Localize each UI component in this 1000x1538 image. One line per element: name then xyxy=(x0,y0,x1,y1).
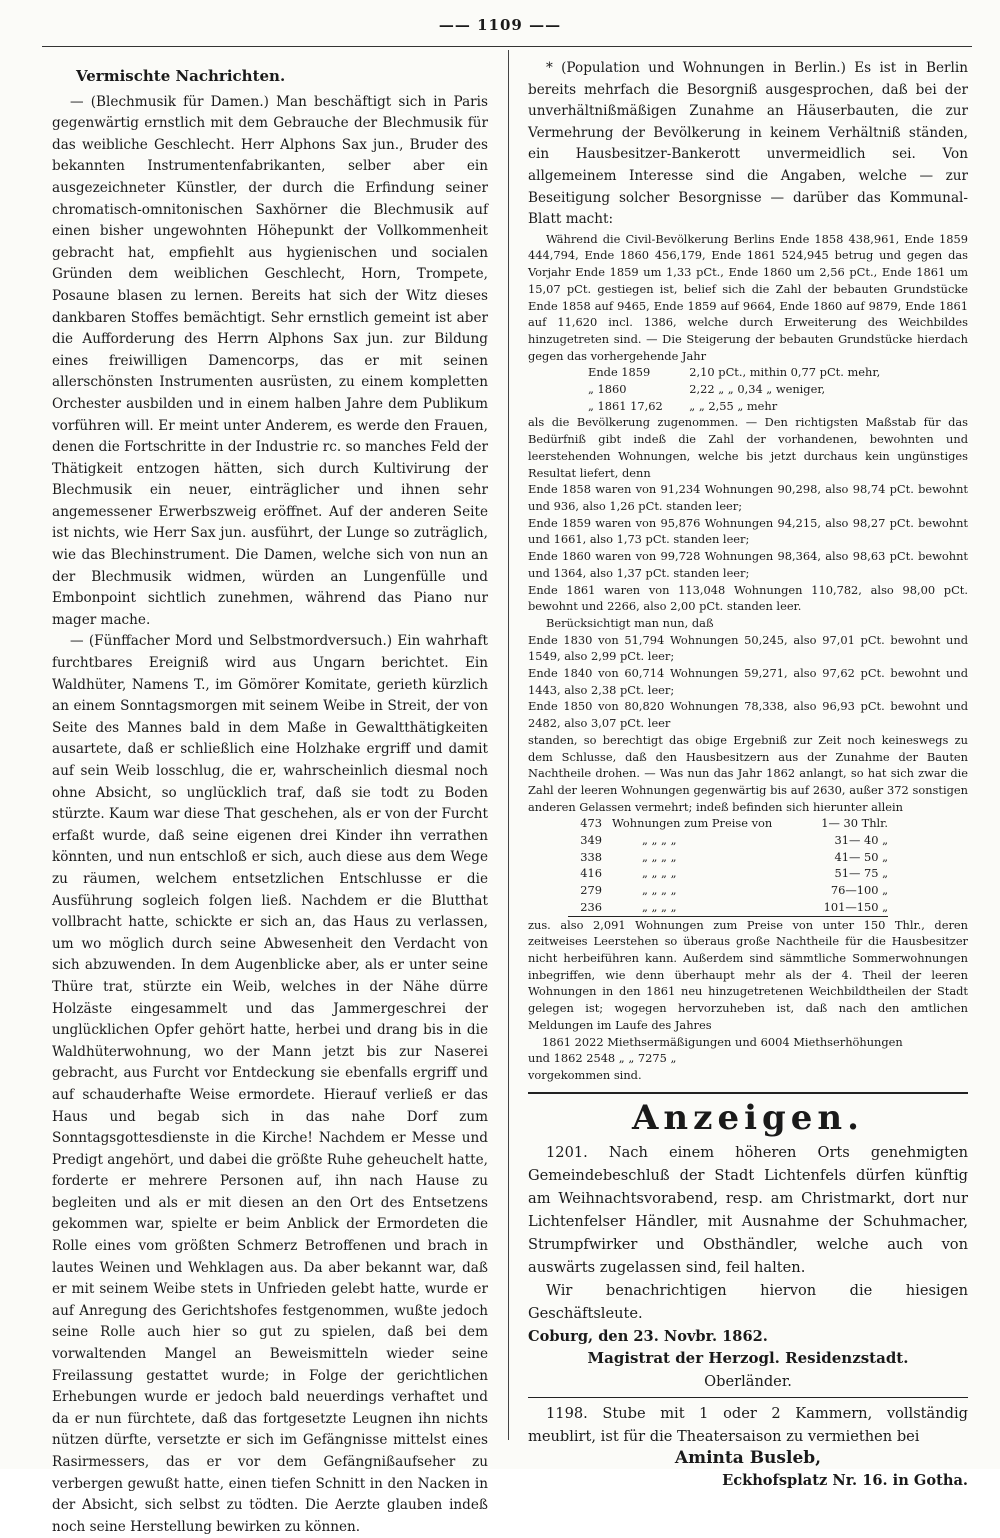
considered-text: Berücksichtigt man nun, daß xyxy=(546,615,714,630)
berlin-population-text: Während die Civil-Bevölkerung Berlins Ende 1858 438,961, Ende 1859 444,794, Ende 1860 456,179, Ende 1861 524,945 betrug und gegen das Vorjahr Ende 1859 um 1,33 pCt., Ende 1860 um 2,56 pCt., Ende 1861 um 15,07 pCt. gestiegen ist, belief sich die Zahl der bebauten Grundstücke Ende 1858 auf 9465, Ende 1859 auf 9664, Ende 1860 auf 9879, Ende 1861 auf 11,620 incl. 1386, welche durch Erweiterung des Weichbildes hinzugetreten sind. — Die Steigerung der bebauten Grundstücke hierdach gegen das vorhergehende Jahr xyxy=(528,231,968,363)
apartments-1861: Ende 1861 waren von 113,048 Wohnungen 110,782, also 98,00 pCt. bewohnt und 2266, also 2,00 pCt. standen leer. xyxy=(528,582,968,614)
ad-1201-notice: Wir benachrichtigen hiervon die hiesigen Geschäftsleute. xyxy=(528,1282,968,1323)
apartments-1858: Ende 1858 waren von 91,234 Wohnungen 90,298, also 98,74 pCt. bewohnt und 936, also 1,26 pCt. standen leer; xyxy=(528,482,968,513)
ad-1201-name: Oberländer. xyxy=(704,1372,792,1390)
price-table xyxy=(568,815,888,916)
table-row: Ende 1859 2,10 pCt., mithin 0,77 pCt. mehr, xyxy=(588,365,881,380)
berlin-summary-text: zus. also 2,091 Wohnungen zum Preise von unter 150 Thlr., deren zeitweises Leerstehen so überaus große Nachtheile für die Hausbesitzer nicht herbeiführen kann. Außerdem sind sämmtliche Sommerwohnungen inbegriffen, wie denn überhaupt mehr als der 4. Theil der leeren Wohnungen in den 1861 neu hinzugetretenen Weichbildtheilen der Stadt gelegen ist; wogegen hervorzuheben ist, daß nach den amtlichen Meldungen im Laufe des Jahres xyxy=(528,917,968,1032)
top-rule xyxy=(42,46,972,47)
ad-1198: 1198. Stube mit 1 oder 2 Kammern, vollständig meublirt, ist für die Theatersaison zu vermiethen bei xyxy=(528,1404,968,1445)
table-row: 473 Wohnungen zum Preise von 1— 30 Thlr. xyxy=(580,816,888,831)
right-column xyxy=(528,58,968,1492)
page-number: —— 1109 —— xyxy=(438,16,562,34)
berlin-measure-text: als die Bevölkerung zugenommen. — Den richtigsten Maßstab für das Bedürfniß gibt indeß die Zahl der vorhandenen, bewohnten und leerstehenden Wohnungen, welche bis jetzt durchaus kein ungünstiges Resultat liefert, denn xyxy=(528,415,968,480)
ad-separator xyxy=(528,1397,968,1398)
growth-table xyxy=(588,364,948,414)
article-brass-music: — (Blechmusik für Damen.) Man beschäftigt sich in Paris gegenwärtig ernstlich mit dem Gebrauche der Blechmusik für das weibliche Geschlecht. Herr Alphons Sax jun., Bruder des bekannten Instrumentenfabrikanten, selber aber ein ausgezeichneter Künstler, der durch die Erfindung seiner chromatisch-omnitonischen Saxhörner die Blechmusik auf einen bisher ungewohnten Höhepunkt der Vollkommenheit gebracht hat, empfiehlt aus hygienischen und socialen Gründen dem weiblichen Geschlecht, Horn, Trompete, Posaune blasen zu lernen. Bereits hat sich der Witz dieses dankbaren Stoffes bemächtigt. Sehr ernstlich gemeint ist aber die Aufforderung des Herrn Alphons Sax jun. zur Bildung eines freiwilligen Damencorps, das er mit seinen allerschönsten Instrumenten ausrüsten, zu einem kompletten Orchester ausbilden und in einem halben Jahre dem Publikum vorführen will. Er meint unter Anderem, es werde den Frauen, denen die Fortschritte in der Industrie rc. so manches Feld der Thätigkeit entzogen hätten, sich durch Kultivirung der Blechmusik ein neuer, einträglicher und ihnen sehr angemessener Erwerbszweig eröffnet. Auf der anderen Seite ist nichts, wie Herr Sax jun. ausführt, der Lunge so zuträglich, wie das Blechinstrument. Die Damen, welche sich von nun an der Blechmusik widmen, würden an Lungenfülle und Embonpoint sichtlich zunehmen, während das Piano nur mager mache. xyxy=(52,93,488,628)
table-row: 236 „ „ „ „ 101—150 „ xyxy=(568,899,888,916)
berlin-closing-text: vorgekommen sind. xyxy=(528,1067,642,1082)
table-row: 416 „ „ „ „ 51— 75 „ xyxy=(580,866,888,881)
rent-1861: 1861 2022 Miethsermäßigungen und 6004 Miethserhöhungen xyxy=(542,1034,903,1049)
ad-1201: 1201. Nach einem höheren Orts genehmigten Gemeindebeschluß der Stadt Lichtenfels dürfen künftig am Weihnachtsvorabend, resp. am Christmarkt, dort nur Lichtenfelser Händler, mit Ausnahme der Schuhmacher, Strumpfwirker und Obsthändler, welche auch von auswärts zugelassen sind, feil halten. xyxy=(528,1144,968,1277)
article-berlin-intro: * (Population und Wohnungen in Berlin.) Es ist in Berlin bereits mehrfach die Besorgniß ausgesprochen, daß bei der unverhältnißmäßigen Zunahme an Häuserbauten, die zur Vermehrung der Bevölkerung in keinem Verhältniß ständen, ein Hausbesitzer-Bankerott unvermeidlich sei. Von allgemeinem Interesse sind die Angaben, welche — zur Beseitigung solcher Besorgnisse — darüber das Kommunal-Blatt macht: xyxy=(528,60,968,228)
section-title: Vermischte Nachrichten. xyxy=(76,67,286,85)
table-row: 279 „ „ „ „ 76—100 „ xyxy=(580,883,888,898)
apartments-1859: Ende 1859 waren von 95,876 Wohnungen 94,215, also 98,27 pCt. bewohnt und 1661, also 1,73 pCt. standen leer; xyxy=(528,515,968,547)
column-divider xyxy=(508,50,509,1440)
table-row: 338 „ „ „ „ 41— 50 „ xyxy=(580,849,888,864)
apartments-1850: Ende 1850 von 80,820 Wohnungen 78,338, also 96,93 pCt. bewohnt und 2482, also 3,07 pCt. leer xyxy=(528,699,968,731)
ad-1201-signature: Magistrat der Herzogl. Residenzstadt. xyxy=(587,1349,909,1368)
ads-title: Anzeigen. xyxy=(632,1097,864,1138)
left-column xyxy=(52,58,488,1538)
article-murder: — (Fünffacher Mord und Selbstmordversuch.) Ein wahrhaft furchtbares Ereigniß wird aus Ungarn berichtet. Ein Waldhüter, Namens T., im Gömörer Komitate, gerieth kürzlich an einem Sonntagsmorgen mit seinem Weibe in Streit, der von Seite des Mannes bald in dem Maße in Gewaltthätigkeiten ausartete, daß er schließlich eine Holzhake ergriff und damit auf sein Weib losschlug, die er, wahrscheinlich diesmal noch ohne Absicht, so unglücklich traf, daß sie todt zu Boden stürzte. Kaum war diese That geschehen, als er von der Furcht erfaßt wurde, daß seine eigenen drei Kinder ihn verrathen könnten, und nun entschloß er sich, auch diese aus dem Wege zu räumen, welchem entsetzlichen Entschlusse er die Ausführung sogleich folgen ließ. Nachdem er die Blutthat vollbracht hatte, schickte er sich an, das Haus zu verlassen, um wo möglich durch seine Abwesenheit den Verdacht von sich abzuwenden. In dem Augenblicke aber, als er unter seine Thüre trat, stürzte ein Weib, welches in der Nähe dürre Holzäste eingesammelt und das Jammergeschrei der unglücklichen Opfer gehört hatte, herbei und drang bis in die Waldhüterwohnung, wo der Mann jetzt bis zur Naserei gebracht, aus Furcht vor Entdeckung sie ebenfalls ergriff und auf schauderhafte Weise ermordete. Hierauf verließ er das Haus und begab sich in das nahe Dorf zum Sonntagsgottesdienste in die Kirche! Nachdem er Messe und Predigt angehört, und dabei die größte Ruhe geheuchelt hatte, forderte er mehrere Personen auf, ihn nach Hause zu begleiten und als er mit diesen an den Ort des Entsetzens gekommen war, spielte er beim Anblick der Ermordeten die Rolle eines vom größten Schmerz Betroffenen und brach in lautes Weinen und Wehklagen aus. Da aber bekannt war, daß er mit seinem Weibe stets in Unfrieden gelebt hatte, wurde er auf Anregung des Gerichtshofes festgenommen, wußte jedoch seine Rolle auch hier so gut zu spielen, daß bei dem vorwaltenden Mangel an Beweismitteln wieder seine Freilassung gestattet wurde; in Folge der gerichtlichen Erhebungen wurde er jedoch bald neuerdings verhaftet und da er nun fürchtete, daß das fortgesetzte Leugnen ihn nichts nützen dürfte, versetzte er sich im Gefängnisse mittelst eines Rasirmessers, das er vor dem Gefängnißaufseher zu verbergen gewußt hatte, einen tiefen Schnitt in den Nacken in der Absicht, sich selbst zu tödten. Die Aerzte glauben indeß noch seine Herstellung bewirken zu können. xyxy=(52,633,488,1535)
apartments-1830: Ende 1830 von 51,794 Wohnungen 50,245, also 97,01 pCt. bewohnt und 1549, also 2,99 pCt. leer; xyxy=(528,632,968,664)
ad-1198-address: Eckhofsplatz Nr. 16. in Gotha. xyxy=(722,1472,968,1490)
table-row: „ 1860 2,22 „ „ 0,34 „ weniger, xyxy=(588,382,826,397)
apartments-1840: Ende 1840 von 60,714 Wohnungen 59,271, also 97,62 pCt. bewohnt und 1443, also 2,38 pCt. leer; xyxy=(528,666,968,697)
ad-1201-place-date: Coburg, den 23. Novbr. 1862. xyxy=(528,1328,768,1346)
ads-separator xyxy=(528,1092,968,1094)
table-row: 349 „ „ „ „ 31— 40 „ xyxy=(580,833,888,848)
apartments-1860: Ende 1860 waren von 99,728 Wohnungen 98,364, also 98,63 pCt. bewohnt und 1364, also 1,37 pCt. standen leer; xyxy=(528,549,968,580)
ad-1198-name: Aminta Busleb, xyxy=(674,1447,822,1468)
berlin-1862-text: standen, so berechtigt das obige Ergebniß zur Zeit noch keineswegs zu dem Schlusse, daß den Hausbesitzern aus der Zunahme der Bauten Nachtheile drohen. — Was nun das Jahr 1862 anlangt, so hat sich zwar die Zahl der leeren Wohnungen gegenwärtig bis auf 2630, außer 372 sonstigen anderen Gelassen vermehrt; indeß befinden sich hierunter allein xyxy=(528,732,968,814)
rent-1862: und 1862 2548 „ „ 7275 „ xyxy=(528,1051,677,1066)
table-row: „ 1861 17,62 „ „ 2,55 „ mehr xyxy=(588,398,778,413)
